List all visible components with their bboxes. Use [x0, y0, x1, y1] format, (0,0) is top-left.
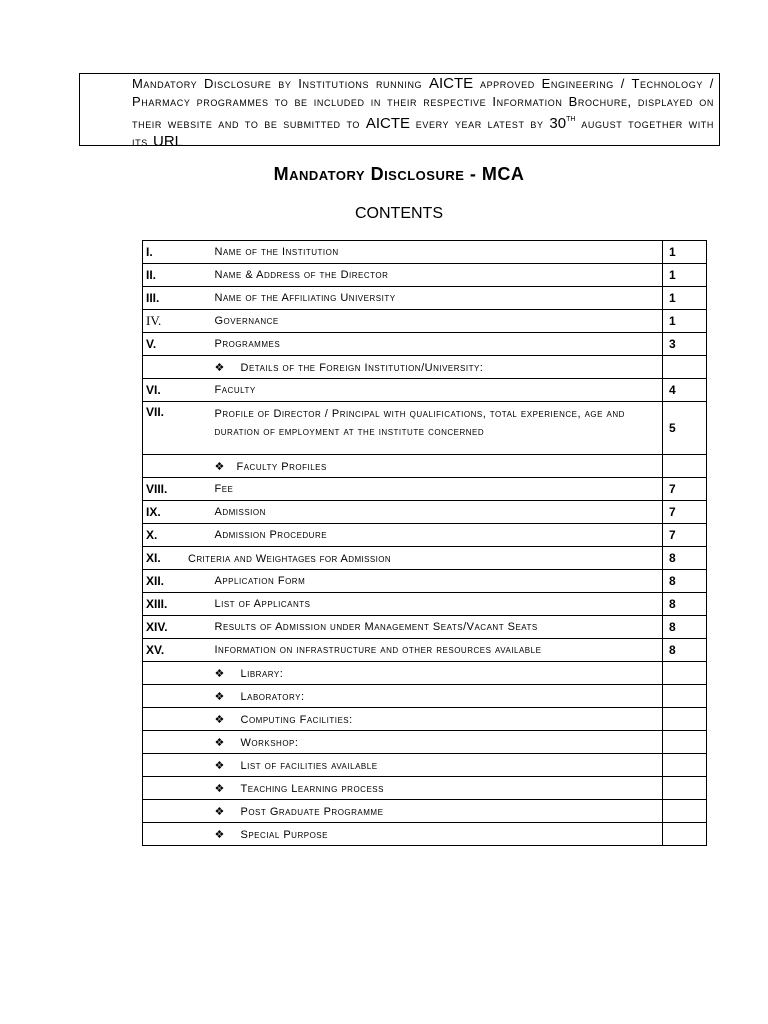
table-row	[143, 800, 707, 823]
bullet-icon: ❖	[214, 667, 225, 680]
row-label: List of facilities available	[240, 759, 378, 772]
row-page: 7	[663, 524, 707, 547]
row-label-cell	[215, 731, 663, 754]
row-number	[143, 823, 215, 846]
table-row	[143, 455, 707, 478]
table-row	[143, 501, 707, 524]
row-label-cell	[215, 685, 663, 708]
table-row	[143, 570, 707, 593]
row-page: 8	[663, 547, 707, 570]
row-page	[663, 685, 707, 708]
row-page	[663, 754, 707, 777]
row-page: 5	[663, 402, 707, 455]
bullet-icon: ❖	[214, 690, 225, 703]
row-label-cell	[215, 356, 663, 379]
row-number: I.	[143, 241, 215, 264]
table-row	[143, 356, 707, 379]
row-page: 8	[663, 616, 707, 639]
table-row	[143, 379, 707, 402]
table-row	[143, 478, 707, 501]
header-day: 30	[549, 115, 567, 132]
row-label: Profile of Director / Principal with qualifications, total experience, age and duration of employment at the institute concerned	[215, 402, 663, 455]
row-number	[143, 800, 215, 823]
row-page	[663, 823, 707, 846]
row-label: Computing Facilities:	[240, 713, 353, 726]
table-row	[143, 616, 707, 639]
row-page	[663, 777, 707, 800]
row-number: VIII.	[143, 478, 215, 501]
table-row	[143, 639, 707, 662]
row-label: Name of the Institution	[215, 241, 663, 264]
row-label: Teaching Learning process	[240, 782, 384, 795]
row-number	[143, 731, 215, 754]
table-row	[143, 333, 707, 356]
header-text-1: Mandatory Disclosure by Institutions running	[132, 76, 429, 91]
row-page: 3	[663, 333, 707, 356]
row-page	[663, 800, 707, 823]
table-row	[143, 731, 707, 754]
row-label-cell	[215, 823, 663, 846]
row-wide-cell	[143, 547, 663, 570]
row-number	[143, 685, 215, 708]
row-page: 4	[663, 379, 707, 402]
row-page: 7	[663, 478, 707, 501]
row-label: Faculty Profiles	[236, 460, 327, 473]
row-number: III.	[143, 287, 215, 310]
table-row	[143, 264, 707, 287]
table-row	[143, 287, 707, 310]
bullet-icon: ❖	[214, 736, 225, 749]
row-label: Application Form	[215, 570, 663, 593]
row-page: 1	[663, 287, 707, 310]
contents-heading: CONTENTS	[355, 205, 443, 222]
header-url: URL	[153, 133, 184, 150]
bullet-icon: ❖	[214, 828, 225, 841]
bullet-icon: ❖	[214, 805, 225, 818]
row-number	[143, 455, 215, 478]
row-page: 8	[663, 639, 707, 662]
bullet-icon: ❖	[214, 782, 225, 795]
table-row	[143, 547, 707, 570]
row-label: Post Graduate Programme	[240, 805, 384, 818]
table-row	[143, 593, 707, 616]
row-page: 1	[663, 241, 707, 264]
row-number	[143, 356, 215, 379]
bullet-icon: ❖	[214, 361, 225, 374]
table-row	[143, 310, 707, 333]
row-page	[663, 708, 707, 731]
row-page: 1	[663, 310, 707, 333]
bullet-icon: ❖	[214, 759, 225, 772]
page-title: Mandatory Disclosure - MCA	[273, 164, 525, 184]
bullet-icon: ❖	[214, 460, 225, 473]
row-label: Library:	[240, 667, 284, 680]
row-number: IV.	[143, 310, 215, 333]
row-label: List of Applicants	[215, 593, 663, 616]
row-page: 8	[663, 593, 707, 616]
row-label: Admission Procedure	[215, 524, 663, 547]
row-number: IX.	[143, 501, 215, 524]
row-page	[663, 455, 707, 478]
row-label: Laboratory:	[240, 690, 305, 703]
header-aicte-1: AICTE	[428, 75, 474, 92]
row-label: Results of Admission under Management Seats/Vacant Seats	[215, 616, 663, 639]
table-row	[143, 662, 707, 685]
row-label: Name & Address of the Director	[215, 264, 663, 287]
header-notice-box	[79, 73, 720, 150]
row-number: XIV.	[143, 616, 215, 639]
contents-table	[142, 240, 707, 846]
table-row	[143, 402, 707, 455]
row-number: VII.	[143, 402, 215, 455]
row-label: Programmes	[215, 333, 663, 356]
row-number: VI.	[143, 379, 215, 402]
header-text-3: every year latest by	[410, 116, 550, 131]
table-row	[143, 777, 707, 800]
row-label: Faculty	[215, 379, 663, 402]
row-number	[143, 662, 215, 685]
row-label: Name of the Affiliating University	[215, 287, 663, 310]
row-label: Details of the Foreign Institution/University:	[240, 361, 484, 374]
header-day-suffix: TH	[566, 116, 576, 123]
row-page: 8	[663, 570, 707, 593]
row-number: X.	[143, 524, 215, 547]
row-label: Fee	[215, 478, 663, 501]
row-number: XV.	[143, 639, 215, 662]
header-text-2: approved Engineering / Technology / Pharmacy programmes to be included in their respective Information Brochure, displayed on their website and to be submitted to	[132, 76, 714, 131]
row-label-cell	[215, 662, 663, 685]
row-page	[663, 662, 707, 685]
table-row	[143, 241, 707, 264]
row-label: Governance	[215, 310, 663, 333]
row-page: 7	[663, 501, 707, 524]
row-number	[143, 708, 215, 731]
table-row	[143, 708, 707, 731]
row-number: XII.	[143, 570, 215, 593]
row-number: V.	[143, 333, 215, 356]
row-label-cell	[215, 754, 663, 777]
header-text-4: august together with its	[132, 116, 714, 149]
row-number: XIII.	[143, 593, 215, 616]
row-label: Special Purpose	[240, 828, 328, 841]
table-row	[143, 823, 707, 846]
row-label-cell	[215, 777, 663, 800]
row-page: 1	[663, 264, 707, 287]
row-number	[143, 777, 215, 800]
row-number: II.	[143, 264, 215, 287]
table-row	[143, 524, 707, 547]
row-number: XI.	[146, 551, 161, 565]
row-label-cell	[215, 708, 663, 731]
row-label: Criteria and Weightages for Admission	[188, 553, 392, 565]
row-page	[663, 731, 707, 754]
row-label: Workshop:	[240, 736, 299, 749]
row-page	[663, 356, 707, 379]
table-row	[143, 685, 707, 708]
row-number	[143, 754, 215, 777]
row-label-cell	[215, 800, 663, 823]
row-label-cell	[215, 455, 663, 478]
header-aicte-2: AICTE	[365, 115, 410, 132]
row-label: Information on infrastructure and other resources available	[215, 639, 663, 662]
table-row	[143, 754, 707, 777]
bullet-icon: ❖	[214, 713, 225, 726]
row-label: Admission	[215, 501, 663, 524]
